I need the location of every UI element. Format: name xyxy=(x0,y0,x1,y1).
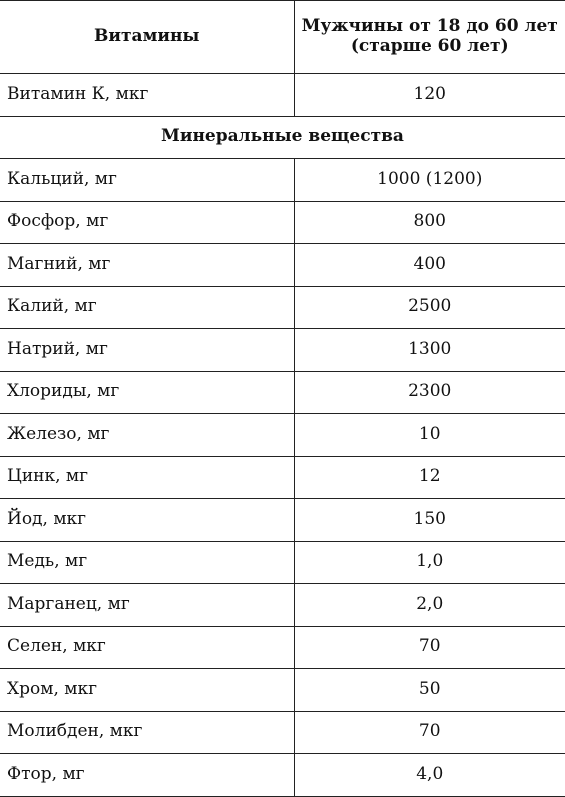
row-name: Железо, мг xyxy=(0,414,294,457)
row-name: Йод, мкг xyxy=(0,499,294,542)
table-row xyxy=(0,329,565,372)
table-header-row xyxy=(0,1,565,74)
row-value: 2500 xyxy=(294,286,565,329)
row-name: Хлориды, мг xyxy=(0,371,294,414)
row-value: 120 xyxy=(294,74,565,117)
row-name: Фосфор, мг xyxy=(0,201,294,244)
row-value: 70 xyxy=(294,711,565,754)
table-row xyxy=(0,754,565,797)
row-value: 10 xyxy=(294,414,565,457)
row-name: Цинк, мг xyxy=(0,456,294,499)
table-row xyxy=(0,201,565,244)
row-value: 1000 (1200) xyxy=(294,159,565,202)
row-value: 2300 xyxy=(294,371,565,414)
row-value: 2,0 xyxy=(294,584,565,627)
table-row xyxy=(0,626,565,669)
row-value: 400 xyxy=(294,244,565,287)
row-value: 70 xyxy=(294,626,565,669)
row-value: 1,0 xyxy=(294,541,565,584)
row-name: Марганец, мг xyxy=(0,584,294,627)
header-men-18-60 xyxy=(294,1,565,74)
table-row xyxy=(0,499,565,542)
table-row xyxy=(0,414,565,457)
row-name: Молибден, мкг xyxy=(0,711,294,754)
header-men-line2: (старше 60 лет) xyxy=(350,36,509,56)
header-vitamins: Витамины xyxy=(0,1,294,74)
table-row xyxy=(0,286,565,329)
table-row xyxy=(0,159,565,202)
row-value: 1300 xyxy=(294,329,565,372)
row-name: Магний, мг xyxy=(0,244,294,287)
row-name: Селен, мкг xyxy=(0,626,294,669)
row-name: Калий, мг xyxy=(0,286,294,329)
table-row xyxy=(0,541,565,584)
table-row xyxy=(0,456,565,499)
section-row xyxy=(0,116,565,159)
section-title: Минеральные вещества xyxy=(0,116,565,159)
row-value: 4,0 xyxy=(294,754,565,797)
row-value: 12 xyxy=(294,456,565,499)
row-value: 150 xyxy=(294,499,565,542)
row-value: 50 xyxy=(294,669,565,712)
table-row xyxy=(0,244,565,287)
table-row xyxy=(0,669,565,712)
row-name: Кальций, мг xyxy=(0,159,294,202)
row-name: Фтор, мг xyxy=(0,754,294,797)
row-name: Медь, мг xyxy=(0,541,294,584)
table-row xyxy=(0,711,565,754)
table-row xyxy=(0,584,565,627)
mineral-rows xyxy=(0,159,565,797)
header-men-line1: Мужчины от 18 до 60 лет xyxy=(301,16,558,37)
row-name: Натрий, мг xyxy=(0,329,294,372)
table-row xyxy=(0,371,565,414)
row-name: Витамин К, мкг xyxy=(0,74,294,117)
row-value: 800 xyxy=(294,201,565,244)
table-row xyxy=(0,74,565,117)
row-name: Хром, мкг xyxy=(0,669,294,712)
